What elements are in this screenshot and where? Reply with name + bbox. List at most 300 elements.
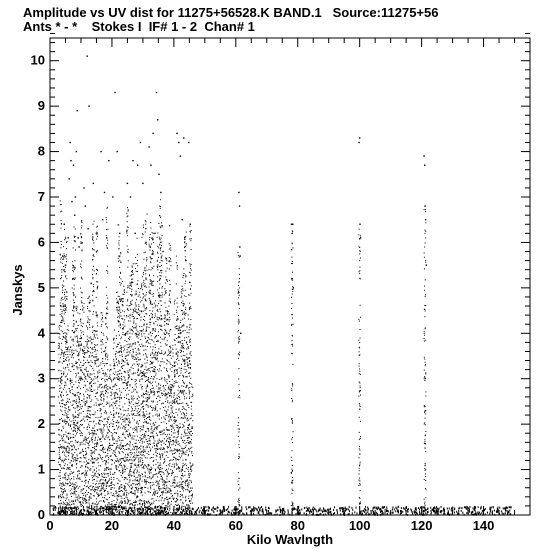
dense-point [161,393,162,394]
dense-point [147,399,148,400]
dense-point [159,318,160,319]
dense-point [94,448,95,449]
dense-point [135,500,136,501]
dense-point [171,466,172,467]
dense-point [76,464,77,465]
dense-point [136,318,137,319]
dense-point [84,348,85,349]
dense-point [92,374,93,375]
dense-point [127,459,128,460]
dense-point [139,397,140,398]
dense-point [105,505,106,506]
dense-point [102,437,103,438]
dense-point [144,434,145,435]
dense-point [93,284,94,285]
dense-point [142,438,143,439]
dense-point [81,400,82,401]
dense-point [148,477,149,478]
dense-point [162,395,163,396]
dense-point [157,266,158,267]
dense-point [97,440,98,441]
dense-point [106,402,107,403]
dense-point [128,354,129,355]
dense-point [60,357,61,358]
dense-point [123,347,124,348]
dense-point [112,419,113,420]
dense-point [166,440,167,441]
dense-point [136,455,137,456]
dense-point [174,375,175,376]
dense-point [170,402,171,403]
dense-point [119,399,120,400]
dense-point [160,217,161,218]
dense-point [101,326,102,327]
dense-point [143,412,144,413]
dense-point [150,487,151,488]
dense-point [162,491,163,492]
dense-point [169,402,170,403]
dense-point [162,504,163,505]
dense-point [71,445,72,446]
dense-point [121,283,122,284]
dense-point [107,339,108,340]
dense-point [131,392,132,393]
dense-point [145,313,146,314]
dense-point [118,438,119,439]
dense-point [96,331,97,332]
dense-point [151,367,152,368]
dense-point [153,346,154,347]
dense-point [126,360,127,361]
dense-point [90,460,91,461]
dense-point [171,393,172,394]
data-point [130,196,131,197]
dense-point [82,349,83,350]
dense-point [64,404,65,405]
dense-point [65,463,66,464]
dense-point [149,473,150,474]
dense-point [153,461,154,462]
dense-point [151,426,152,427]
dense-point [110,395,111,396]
dense-point [92,347,93,348]
dense-point [107,419,108,420]
data-point [358,142,359,143]
dense-point [119,486,120,487]
dense-point [75,408,76,409]
dense-point [119,390,120,391]
dense-point [68,475,69,476]
dense-point [69,419,70,420]
dense-point [161,265,162,266]
dense-point [70,346,71,347]
dense-point [132,373,133,374]
dense-point [127,370,128,371]
data-point [425,219,426,220]
data-point [137,165,138,166]
dense-point [112,433,113,434]
dense-point [129,459,130,460]
dense-point [170,417,171,418]
dense-point [71,501,72,502]
dense-point [143,280,144,281]
dense-point [64,468,65,469]
dense-point [66,332,67,333]
dense-point [132,379,133,380]
dense-point [119,487,120,488]
dense-point [90,415,91,416]
dense-point [170,364,171,365]
dense-point [135,465,136,466]
dense-point [64,474,65,475]
dense-point [118,225,119,226]
dense-point [114,487,115,488]
dense-point [92,391,93,392]
dense-point [110,487,111,488]
dense-point [129,352,130,353]
dense-point [143,345,144,346]
dense-point [106,424,107,425]
dense-point [162,482,163,483]
dense-point [64,488,65,489]
dense-point [108,457,109,458]
dense-point [165,302,166,303]
dense-point [77,499,78,500]
dense-point [124,421,125,422]
dense-point [102,476,103,477]
dense-point [123,448,124,449]
dense-point [109,450,110,451]
dense-point [77,432,78,433]
dense-point [61,322,62,323]
dense-point [79,341,80,342]
dense-point [89,486,90,487]
dense-point [169,353,170,354]
dense-point [143,374,144,375]
dense-point [155,493,156,494]
dense-point [172,450,173,451]
dense-point [146,467,147,468]
dense-point [147,394,148,395]
dense-point [174,303,175,304]
dense-point [166,359,167,360]
dense-point [121,414,122,415]
dense-point [150,247,151,248]
dense-point [107,240,108,241]
dense-point [80,348,81,349]
dense-point [92,248,93,249]
dense-point [150,303,151,304]
dense-point [171,413,172,414]
dense-point [163,447,164,448]
dense-point [99,386,100,387]
dense-point [151,258,152,259]
dense-point [81,301,82,302]
dense-point [89,499,90,500]
dense-point [157,261,158,262]
dense-point [149,283,150,284]
dense-point [164,339,165,340]
dense-point [155,408,156,409]
dense-point [164,429,165,430]
data-point [359,224,360,225]
dense-point [104,484,105,485]
dense-point [108,416,109,417]
dense-point [118,310,119,311]
dense-point [96,460,97,461]
dense-point [150,488,151,489]
dense-point [113,493,114,494]
dense-point [155,313,156,314]
dense-point [173,499,174,500]
dense-point [162,286,163,287]
dense-point [171,450,172,451]
dense-point [175,452,176,453]
dense-point [97,376,98,377]
dense-point [72,472,73,473]
dense-point [63,306,64,307]
dense-point [169,505,170,506]
data-point [119,233,120,234]
dense-point [106,483,107,484]
dense-point [63,484,64,485]
dense-point [111,381,112,382]
dense-point [148,381,149,382]
dense-point [151,376,152,377]
data-point [176,133,177,134]
dense-point [59,480,60,481]
dense-point [169,330,170,331]
dense-point [166,469,167,470]
dense-point [66,334,67,335]
dense-point [128,408,129,409]
dense-point [73,292,74,293]
dense-point [64,313,65,314]
dense-point [114,386,115,387]
dense-point [118,302,119,303]
dense-point [116,432,117,433]
dense-point [93,428,94,429]
dense-point [78,380,79,381]
dense-point [166,260,167,261]
dense-point [78,410,79,411]
dense-point [125,460,126,461]
dense-point [175,327,176,328]
dense-point [79,427,80,428]
dense-point [159,365,160,366]
dense-point [135,487,136,488]
dense-point [143,466,144,467]
dense-point [91,456,92,457]
dense-point [119,362,120,363]
dense-point [94,453,95,454]
dense-point [123,298,124,299]
dense-point [148,428,149,429]
dense-point [91,489,92,490]
dense-point [95,417,96,418]
dense-point [62,317,63,318]
dense-point [87,352,88,353]
dense-point [142,346,143,347]
dense-point [161,260,162,261]
dense-point [73,293,74,294]
dense-point [164,294,165,295]
dense-point [119,317,120,318]
dense-point [76,375,77,376]
dense-point [108,475,109,476]
dense-point [66,385,67,386]
dense-point [66,307,67,308]
dense-point [72,386,73,387]
dense-point [165,394,166,395]
dense-point [90,468,91,469]
dense-point [157,341,158,342]
dense-point [87,394,88,395]
dense-point [135,504,136,505]
dense-point [170,261,171,262]
dense-point [88,348,89,349]
dense-point [97,316,98,317]
dense-point [107,357,108,358]
dense-point [122,440,123,441]
dense-point [170,451,171,452]
dense-point [107,491,108,492]
dense-point [135,484,136,485]
dense-point [79,399,80,400]
dense-point [131,295,132,296]
dense-point [140,288,141,289]
dense-point [131,406,132,407]
dense-point [91,379,92,380]
dense-point [160,465,161,466]
dense-point [89,387,90,388]
dense-point [104,350,105,351]
dense-point [63,281,64,282]
dense-point [133,391,134,392]
dense-point [96,444,97,445]
dense-point [65,308,66,309]
dense-point [89,506,90,507]
dense-point [64,385,65,386]
dense-point [94,440,95,441]
dense-point [143,304,144,305]
dense-point [128,394,129,395]
dense-point [102,449,103,450]
dense-point [122,332,123,333]
dense-point [84,354,85,355]
dense-point [121,484,122,485]
dense-point [133,311,134,312]
dense-point [90,410,91,411]
dense-point [64,271,65,272]
dense-point [165,470,166,471]
dense-point [60,314,61,315]
dense-point [152,254,153,255]
dense-point [119,282,120,283]
data-point [77,110,78,111]
dense-point [127,454,128,455]
dense-point [160,300,161,301]
dense-point [154,323,155,324]
dense-point [131,304,132,305]
dense-point [67,329,68,330]
dense-point [169,460,170,461]
dense-point [161,479,162,480]
dense-point [164,353,165,354]
dense-point [139,379,140,380]
dense-point [155,321,156,322]
dense-point [62,484,63,485]
dense-point [151,401,152,402]
dense-point [172,464,173,465]
dense-point [143,234,144,235]
dense-point [80,264,81,265]
dense-point [175,460,176,461]
dense-point [151,393,152,394]
dense-point [60,382,61,383]
dense-point [92,441,93,442]
dense-point [147,405,148,406]
dense-point [60,466,61,467]
dense-point [110,485,111,486]
dense-point [119,489,120,490]
dense-point [61,486,62,487]
dense-point [102,510,103,511]
dense-point [92,295,93,296]
dense-point [117,500,118,501]
dense-point [166,411,167,412]
dense-point [143,296,144,297]
dense-point [122,368,123,369]
dense-point [137,254,138,255]
data-point [156,92,157,93]
dense-point [139,503,140,504]
dense-point [170,302,171,303]
dense-point [174,365,175,366]
dense-point [116,298,117,299]
dense-point [59,325,60,326]
dense-point [117,496,118,497]
dense-point [61,468,62,469]
dense-point [158,482,159,483]
data-point [154,233,155,234]
dense-point [96,360,97,361]
dense-point [101,384,102,385]
dense-point [168,406,169,407]
dense-point [102,386,103,387]
dense-point [79,398,80,399]
dense-point [111,501,112,502]
dense-point [73,267,74,268]
dense-point [89,296,90,297]
dense-point [146,411,147,412]
dense-point [92,314,93,315]
dense-point [145,451,146,452]
dense-point [87,327,88,328]
dense-point [143,354,144,355]
dense-point [166,381,167,382]
dense-point [142,458,143,459]
dense-point [144,323,145,324]
dense-point [150,222,151,223]
dense-point [166,497,167,498]
dense-point [137,455,138,456]
dense-point [87,336,88,337]
dense-point [59,423,60,424]
dense-point [64,465,65,466]
dense-point [71,478,72,479]
dense-point [132,300,133,301]
